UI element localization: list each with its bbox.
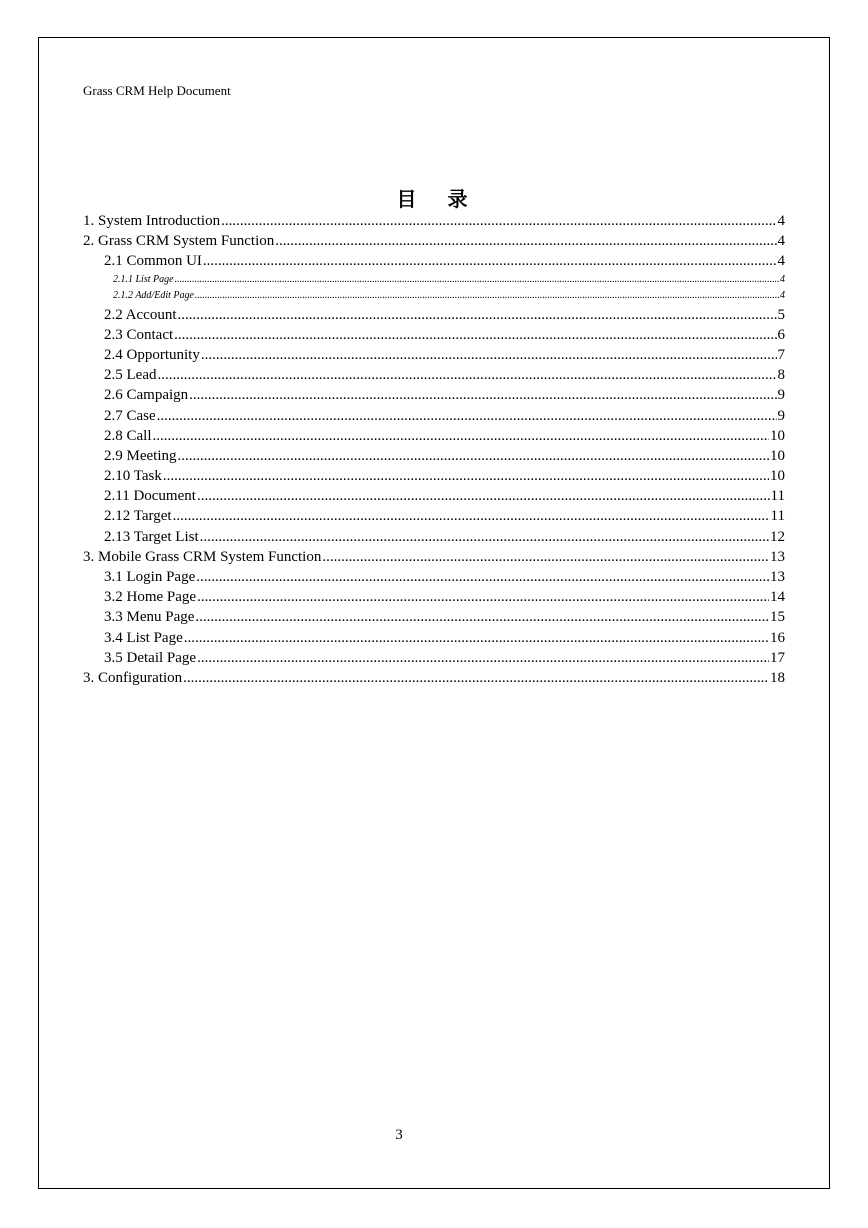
toc-entry-page-number: 4 xyxy=(777,233,785,250)
dot-leader xyxy=(178,446,770,466)
toc-entry[interactable] xyxy=(83,587,785,607)
dot-leader xyxy=(157,406,777,426)
toc-entry-label: 2.6 Campaign xyxy=(104,387,189,404)
dot-leader xyxy=(183,668,769,688)
dot-leader xyxy=(189,385,776,405)
toc-entry-page-number: 9 xyxy=(777,407,785,424)
page-number: 3 xyxy=(395,1127,403,1143)
toc-entry[interactable] xyxy=(83,426,785,446)
toc-entry-page-number: 11 xyxy=(770,488,785,505)
toc-entry[interactable] xyxy=(83,365,785,385)
dot-leader xyxy=(157,365,776,385)
table-of-contents xyxy=(83,211,785,688)
toc-entry-label: 3.1 Login Page xyxy=(104,569,196,585)
toc-entry[interactable] xyxy=(83,211,785,231)
toc-entry-page-number: 10 xyxy=(770,447,785,464)
toc-entry-page-number: 7 xyxy=(777,346,785,363)
toc-entry-label: 2.7 Case xyxy=(104,407,156,424)
toc-entry[interactable] xyxy=(83,446,785,466)
toc-entry-page-number: 8 xyxy=(777,367,785,384)
toc-entry-page-number: 4 xyxy=(780,290,785,302)
dot-leader xyxy=(184,628,769,648)
toc-entry-page-number: 16 xyxy=(770,629,785,646)
dot-leader xyxy=(195,288,779,305)
dot-leader xyxy=(153,426,770,446)
toc-entry[interactable] xyxy=(83,607,785,627)
toc-entry-page-number: 14 xyxy=(770,589,785,606)
dot-leader xyxy=(163,466,769,486)
toc-entry-page-number: 9 xyxy=(777,387,785,404)
dot-leader xyxy=(200,527,769,547)
toc-entry-label: 2.5 Lead xyxy=(104,367,157,384)
toc-entry-page-number: 10 xyxy=(770,427,785,444)
toc-entry-page-number: 13 xyxy=(770,569,785,585)
toc-entry-label: 2.11 Document xyxy=(104,488,196,505)
toc-entry-page-number: 18 xyxy=(770,669,785,686)
toc-entry[interactable] xyxy=(83,406,785,426)
toc-entry[interactable] xyxy=(83,345,785,365)
toc-entry-label: 3. Configuration xyxy=(83,669,183,686)
dot-leader xyxy=(196,567,769,587)
dot-leader xyxy=(197,648,769,668)
toc-entry-page-number: 11 xyxy=(770,508,785,525)
toc-entry-page-number: 4 xyxy=(777,213,785,229)
dot-leader xyxy=(197,486,770,506)
toc-entry[interactable] xyxy=(83,305,785,325)
toc-entry-label: 3.4 List Page xyxy=(104,629,183,646)
dot-leader xyxy=(197,587,769,607)
toc-entry-label: 3.5 Detail Page xyxy=(104,649,197,666)
toc-entry-page-number: 17 xyxy=(770,649,785,666)
toc-entry[interactable] xyxy=(83,466,785,486)
toc-entry-label: 2.1.2 Add/Edit Page xyxy=(113,290,194,302)
toc-entry-page-number: 4 xyxy=(780,273,785,285)
toc-entry[interactable] xyxy=(83,547,785,567)
dot-leader xyxy=(203,251,777,271)
toc-entry-label: 2.13 Target List xyxy=(104,528,199,545)
dot-leader xyxy=(174,325,776,345)
toc-entry-label: 2.1 Common UI xyxy=(104,253,202,270)
dot-leader xyxy=(195,607,769,627)
toc-entry-page-number: 5 xyxy=(777,306,785,323)
toc-entry-label: 2.10 Task xyxy=(104,468,162,485)
toc-entry[interactable] xyxy=(83,527,785,547)
toc-entry-label: 3.3 Menu Page xyxy=(104,609,195,626)
toc-entry[interactable] xyxy=(83,567,785,587)
toc-entry-page-number: 10 xyxy=(770,468,785,485)
toc-title: 目 录 xyxy=(396,187,480,211)
toc-entry-page-number: 13 xyxy=(770,548,785,565)
toc-entry-page-number: 12 xyxy=(770,528,785,545)
toc-entry[interactable] xyxy=(83,325,785,345)
toc-entry-label: 2.3 Contact xyxy=(104,326,174,343)
toc-entry-label: 3.2 Home Page xyxy=(104,589,197,606)
dot-leader xyxy=(178,305,777,325)
toc-entry-label: 2.4 Opportunity xyxy=(104,346,200,363)
toc-entry[interactable] xyxy=(83,385,785,405)
toc-entry-label: 2.9 Meeting xyxy=(104,447,177,464)
toc-entry-label: 1. System Introduction xyxy=(83,213,221,229)
toc-entry-label: 2.2 Account xyxy=(104,306,177,323)
toc-entry[interactable] xyxy=(83,648,785,668)
toc-entry-page-number: 6 xyxy=(777,326,785,343)
toc-entry-page-number: 15 xyxy=(770,609,785,626)
toc-entry-label: 3. Mobile Grass CRM System Function xyxy=(83,548,322,565)
dot-leader xyxy=(221,211,776,231)
toc-entry[interactable] xyxy=(83,231,785,251)
document-header: Grass CRM Help Document xyxy=(83,83,231,98)
toc-entry-page-number: 4 xyxy=(777,253,785,270)
toc-entry-label: 2.1.1 List Page xyxy=(113,273,174,285)
toc-entry-label: 2. Grass CRM System Function xyxy=(83,233,275,250)
toc-entry[interactable] xyxy=(83,668,785,688)
dot-leader xyxy=(173,506,770,526)
toc-entry-label: 2.12 Target xyxy=(104,508,172,525)
dot-leader xyxy=(201,345,777,365)
toc-entry[interactable] xyxy=(83,506,785,526)
dot-leader xyxy=(275,231,776,251)
toc-entry[interactable] xyxy=(83,628,785,648)
toc-entry[interactable] xyxy=(83,486,785,506)
toc-entry[interactable] xyxy=(83,288,785,305)
toc-entry[interactable] xyxy=(83,251,785,271)
dot-leader xyxy=(322,547,769,567)
dot-leader xyxy=(175,272,779,289)
toc-entry-label: 2.8 Call xyxy=(104,427,152,444)
toc-entry[interactable] xyxy=(83,272,785,289)
